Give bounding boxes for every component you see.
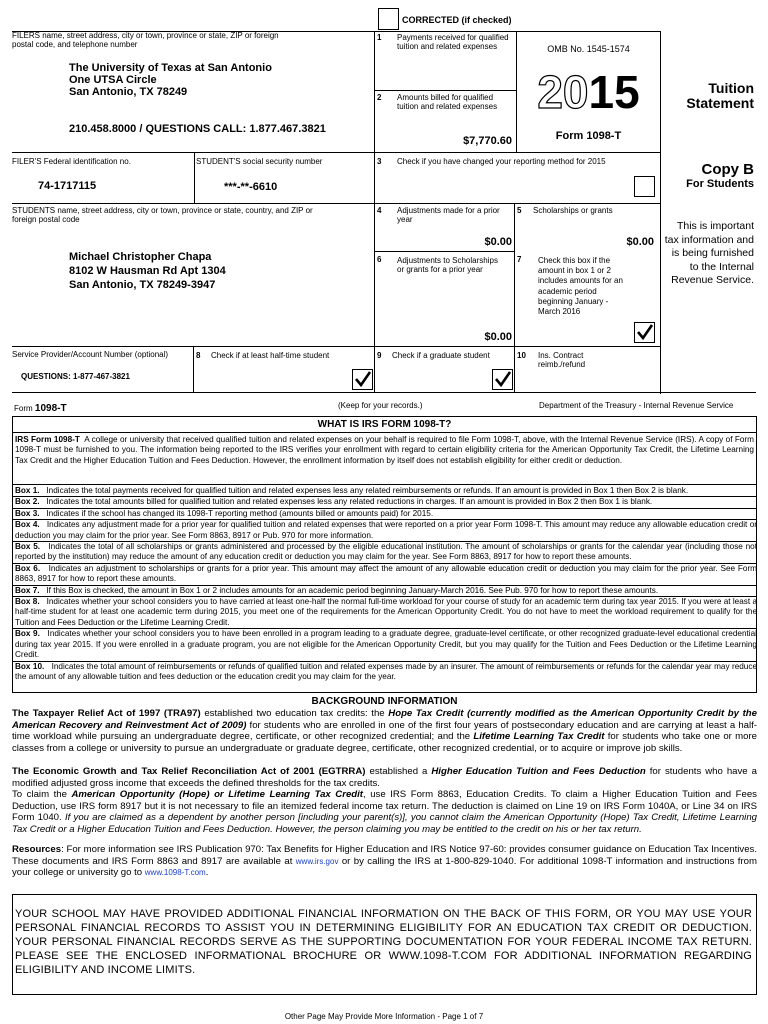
tra97: The Taxpayer Relief Act of 1997 (TRA97) xyxy=(12,708,201,719)
box3-num: 3 xyxy=(377,157,382,166)
egtrra: The Economic Growth and Tax Relief Reconciliation Act of 2001 (EGTRRA) xyxy=(12,766,366,777)
box-description xyxy=(12,520,757,542)
box1-label: Payments received for qualified tuition and related expenses xyxy=(397,33,509,51)
student-address1: 8102 W Hausman Rd Apt 1304 xyxy=(69,265,226,277)
filer-name: The University of Texas at San Antonio xyxy=(69,62,272,74)
form-name: Form 1098-T xyxy=(555,130,622,142)
box5-num: 5 xyxy=(517,206,522,215)
deduction: Higher Education Tuition and Fees Deduction xyxy=(431,766,646,777)
divider xyxy=(514,203,515,393)
text: for students who take one or more classes from a college or university to pursue an undergraduate or graduate degree, certificate, other recognized credential, or to acquire or improve job skills. xyxy=(12,731,757,754)
important-notice: This is important tax information and is being furnished to the Internal Revenue Service. xyxy=(664,220,754,287)
box-description-text: If this Box is checked, the amount in Box 1 or 2 includes amounts for an academic period beginning January-March 2016. See Pub. 970 for how to report these amounts. xyxy=(46,585,659,595)
background-p2 xyxy=(12,766,757,789)
service-provider-questions: QUESTIONS: 1-877-467-3821 xyxy=(21,372,130,381)
box-description xyxy=(12,662,757,683)
box3-label: Check if you have changed your reporting method for 2015 xyxy=(397,157,606,166)
box-description-text: Indicates an adjustment to scholarships or grants for a prior year. This amount may affect the amount of any allowable education credit or deduction you may claim for the prior year. See Form 8863, 8917 for how to report these amounts. xyxy=(15,563,758,584)
checkmark-icon xyxy=(354,370,372,388)
box-description-label: Box 10. xyxy=(15,661,45,671)
corrected-checkbox[interactable] xyxy=(378,8,399,30)
notice-text: YOUR SCHOOL MAY HAVE PROVIDED ADDITIONAL FINANCIAL INFORMATION ON THE BACK OF THIS FORM, OR YOU MAY USE YOUR PERSONAL FINANCIAL RECORDS TO ASSIST YOU IN DETERMINING ELIGIBILITY FOR AN EDUCATION TAX CREDIT OR DEDUCTION. YOUR PERSONAL FINANCIAL RECORDS SERVE AS THE SUPPORTING DOCUMENTATION FOR YOUR FEDERAL INCOME TAX RETURN. PLEASE SEE THE ENCLOSED INFORMATIONAL BROCHURE OR WWW.1098-T.COM FOR ADDITIONAL INFORMATION REGARDING ELIGIBILITY AND INCOME LIMITS. xyxy=(15,908,752,976)
info-intro xyxy=(15,435,754,466)
fed-id-label: FILER'S Federal identification no. xyxy=(12,157,131,166)
copy-b: Copy B xyxy=(701,161,754,178)
box7-num: 7 xyxy=(517,255,522,264)
checkmark-icon xyxy=(636,323,654,341)
box8-num: 8 xyxy=(196,351,201,360)
divider xyxy=(374,251,514,252)
box4-label: Adjustments made for a prior year xyxy=(397,206,500,224)
filer-phone: 210.458.8000 / QUESTIONS CALL: 1.877.467.3821 xyxy=(69,123,326,135)
box8-label: Check if at least half-time student xyxy=(211,351,330,360)
title-tuition: Tuition xyxy=(708,80,754,96)
box6-value: $0.00 xyxy=(484,331,512,343)
checkmark-icon xyxy=(494,370,512,388)
box-description xyxy=(12,629,757,661)
box10-label: Ins. Contract reimb./refund xyxy=(538,351,586,369)
text: . xyxy=(205,867,209,879)
divider xyxy=(12,152,660,153)
box-description xyxy=(12,564,757,586)
form-prefix: Form xyxy=(14,404,33,413)
box-description-text: Indicates the total amounts billed for qualified tuition and related expenses less any related reductions in charges. If an amount is provided in Box 2 then Box 1 is blank. xyxy=(46,497,653,507)
box-description xyxy=(12,542,757,564)
box-description-label: Box 2. xyxy=(15,497,40,507)
intro-text: A college or university that received qualified tuition and related expenses on your behalf is required to file Form 1098-T, above, with the Internal Revenue Service (IRS). A copy of Form 1098-T must be furnished to you. The information being reported to the IRS verifies your enrollment with regard to certain eligibility criteria for the American Opportunity Tax Credit, the Lifetime Learning Tax Credit and the Higher Education Tuition and Fees Deduction. However, the enrollment information by itself does not establish eligibility for either credit or deduction. xyxy=(15,435,754,465)
box9-label: Check if a graduate student xyxy=(392,351,490,360)
student-address-label: STUDENTS name, street address, city or town, province or state, country, and ZIP or foreign postal code xyxy=(12,206,313,224)
form-footer-name xyxy=(14,403,67,414)
box-description-label: Box 4. xyxy=(15,520,40,530)
tax-year xyxy=(517,66,660,118)
box-description-label: Box 8. xyxy=(15,597,40,607)
box-descriptions xyxy=(15,486,758,682)
box-description-label: Box 5. xyxy=(15,542,41,552)
box5-label: Scholarships or grants xyxy=(533,206,613,215)
box-description-label: Box 6. xyxy=(15,563,41,573)
divider xyxy=(12,346,660,347)
box-description-text: Indicates if the school has changed its 1098-T reporting method (amounts billed or amounts paid) for 2015. xyxy=(46,508,434,518)
box-description-label: Box 3. xyxy=(15,508,40,518)
text: : For more information see IRS Publication 970: Tax Benefits for Higher Education and IRS Notice 97-60: provides consumer guidance on Education Tax Incentives. These documents and IRS Form 8863 and 8917 are available at xyxy=(12,844,757,867)
text: , use IRS Form 8863, Education Credits. To claim a Higher Education Tuition and Fees Deduction, use IRS form 8917 but it is not necessary to file an itemized federal income tax return. The deduction is claimed on Line 19 on IRS Form 1040A, or Line 34 on IRS Form 1040. xyxy=(12,789,757,824)
box-description-text: Indicates whether your school considers you to have carried at least one-half the normal full-time workload for your course of study for an academic term during tax year 2015. If you were at least a half-time student for at least one academic term during 2015, you meet one of the requirements for the American Opportunity Credit. You do not have to meet the workload requirement to qualify for the Tuition and Fees Deduction or the Lifetime Learning Credit. xyxy=(15,597,758,627)
irs-link[interactable]: www.irs.gov xyxy=(295,856,339,866)
box5-value: $0.00 xyxy=(626,236,654,248)
box8-checkbox[interactable] xyxy=(352,369,373,390)
text: To claim the xyxy=(12,789,72,800)
box-description-text: Indicates any adjustment made for a prior year for qualified tuition and related expenses that were reported on a prior year Form 1098-T. This amount may reduce any allowable education credit or deduction you may claim for the prior year. See Form 8863, 8917 or Pub. 970 for more information. xyxy=(15,520,757,540)
box-description-text: Indicates the total payments received for qualified tuition and related expenses less any related reimbursements or refunds. If an amount is provided in Box 1 then Box 2 is blank. xyxy=(46,486,689,495)
box2-num: 2 xyxy=(377,93,382,102)
text: or by calling the IRS at 1-800-829-1040. For additional 1098-T information and instructions from your college or university go to xyxy=(12,855,757,879)
divider xyxy=(12,203,660,204)
box-description-text: Indicates whether your school considers you to have been enrolled in a program leading to a graduate degree, graduate-level certificate, or other recognized graduate-level educational credential during tax year 2015. If you were enrolled in a graduate program, you are not eligible for the American Opportunity Credit, but you may qualify for the Tuition and Fees Deduction or the Lifetime Learning Credit. xyxy=(15,629,757,660)
divider xyxy=(12,484,757,485)
student-address2: San Antonio, TX 78249-3947 xyxy=(69,279,216,291)
1098t-link[interactable]: www.1098-T.com xyxy=(144,868,206,878)
box-description-text: Indicates the total amount of reimbursements or refunds of qualified tuition and related expenses made by an insurer. The amount of reimbursements or refunds for the calendar year may reduce the amount of any allowable tuition and fees deduction or the education credit you may claim for the year. xyxy=(15,661,758,681)
box4-value: $0.00 xyxy=(484,236,512,248)
box-description-label: Box 9. xyxy=(15,629,40,639)
fed-id-value: 74-1717115 xyxy=(38,180,97,192)
filer-label: FILERS name, street address, city or town, province or state, ZIP or foreign postal code, and telephone number xyxy=(12,31,279,49)
tax-year-outline: 20 xyxy=(537,66,589,118)
keep-records: (Keep for your records.) xyxy=(338,401,423,410)
box4-num: 4 xyxy=(377,206,382,215)
box2-value: $7,770.60 xyxy=(463,135,512,147)
filer-address2: San Antonio, TX 78249 xyxy=(69,86,188,98)
divider xyxy=(12,432,757,433)
box-description xyxy=(12,509,757,520)
background-p3 xyxy=(12,789,757,835)
intro-label: IRS Form 1098-T xyxy=(15,435,80,444)
page-footer: Other Page May Provide More Information - Page 1 of 7 xyxy=(284,1012,484,1021)
text: for students who are enrolled in one of the first four years of postsecondary education and are carrying at least a half-time workload while pursuing an undergraduate degree, certificate, or other recognized credential; and the xyxy=(12,719,757,743)
form-bottom-rule xyxy=(12,392,756,393)
title-statement: Statement xyxy=(686,95,754,111)
divider xyxy=(193,346,194,393)
copy-for: For Students xyxy=(686,178,754,190)
box-description xyxy=(12,586,757,597)
service-provider-label: Service Provider/Account Number (optional) xyxy=(12,350,169,359)
box6-num: 6 xyxy=(377,255,382,264)
dependent-note: If you are claimed as a dependent by another person [including your parent(s)], you cannot claim the American Opportunity (Hope) Tax Credit, Lifetime Learning Tax Credit or a Higher Education Tuition and Fees Deduction. However, the person claiming you may be entitled to the credit on his or her tax return. xyxy=(12,812,757,835)
resources-label: Resources xyxy=(12,844,62,855)
box-description-label: Box 7. xyxy=(15,585,40,595)
omb-number: OMB No. 1545-1574 xyxy=(547,44,630,54)
box2-label: Amounts billed for qualified tuition and related expenses xyxy=(397,93,498,111)
dept-treasury: Department of the Treasury - Internal Revenue Service xyxy=(539,401,734,410)
divider xyxy=(374,31,375,393)
background-heading: BACKGROUND INFORMATION xyxy=(311,696,458,707)
corrected-label: CORRECTED (if checked) xyxy=(402,15,512,25)
box7-label: Check this box if the amount in box 1 or 2 includes amounts for an academic period beginning January - March 2016 xyxy=(538,256,623,317)
box3-checkbox[interactable] xyxy=(634,176,655,197)
box6-label: Adjustments to Scholarships or grants for a prior year xyxy=(397,256,498,274)
text: for students who have a modified adjusted gross income that exceeds the defined thresholds for the tax credits. xyxy=(12,766,757,789)
background-p1 xyxy=(12,708,757,754)
box-description-text: Indicates the total of all scholarships or grants administered and processed by the eligible educational institution. The amount of scholarships or grants for the calendar year (including those not reported by the institution) may reduce the amount of any education credit or deduction you may claim for the year. See Form 8863, 8917 for how to report these amounts. xyxy=(15,542,758,562)
ssn-value: ***-**-6610 xyxy=(224,181,278,193)
credit-name: American Opportunity (Hope) or Lifetime Learning Tax Credit xyxy=(71,789,363,800)
text: established a xyxy=(365,766,432,777)
hope-credit: Hope Tax Credit (currently modified as the American Opportunity Credit by the American Recovery and Reinvestment Act of 2009) xyxy=(12,708,757,731)
form-number: 1098-T xyxy=(34,403,67,414)
box-description-label: Box 1. xyxy=(15,486,40,495)
box1-num: 1 xyxy=(377,33,382,42)
resources xyxy=(12,844,757,879)
box-description xyxy=(12,486,757,497)
student-name: Michael Christopher Chapa xyxy=(69,251,212,263)
text: established two education tax credits: the xyxy=(200,708,389,719)
box10-num: 10 xyxy=(517,351,526,360)
box-description xyxy=(12,497,757,508)
box9-num: 9 xyxy=(377,351,382,360)
divider xyxy=(374,90,516,91)
box9-checkbox[interactable] xyxy=(492,369,513,390)
tax-year-bold: 15 xyxy=(588,66,640,118)
filer-address1: One UTSA Circle xyxy=(69,74,157,86)
lifetime-credit: Lifetime Learning Tax Credit xyxy=(473,731,605,743)
ssn-label: STUDENT'S social security number xyxy=(196,157,323,166)
divider xyxy=(194,152,195,203)
box7-checkbox[interactable] xyxy=(634,322,655,343)
box-description xyxy=(12,597,757,629)
info-heading: WHAT IS IRS FORM 1098-T? xyxy=(317,419,452,430)
